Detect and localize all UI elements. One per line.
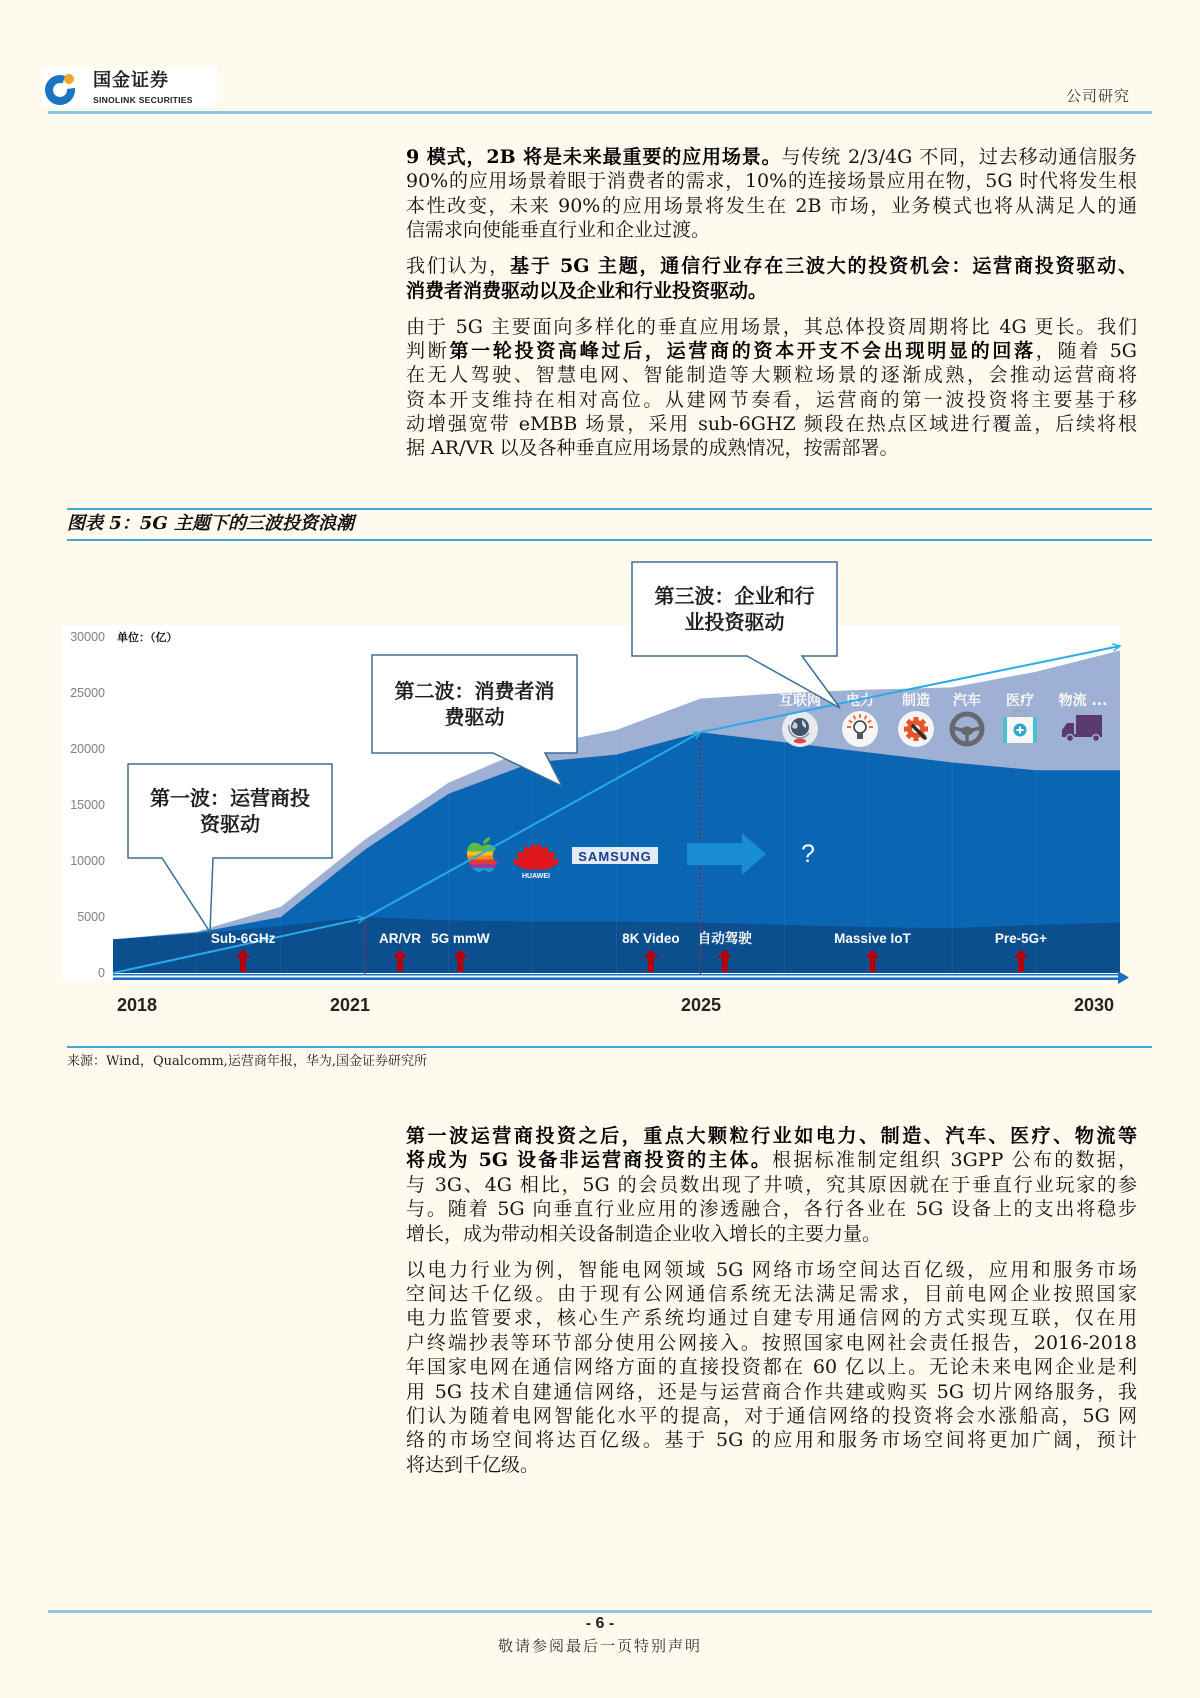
callout-third-wave: 第三波：企业和行业投资驱动 [654, 584, 815, 634]
text: 增长，成为带动相关设备制造企业收入增长的主要力量。 [406, 1222, 882, 1245]
text: 据 AR/VR 以及各种垂直应用场景的成熟情况，按需部署。 [406, 437, 899, 460]
bold-text: 第一波运营商投资之后，重点大颗粒行业如电力、制造、汽车、医疗、物流等 [406, 1125, 1137, 1147]
milestone-label: 5G mmW [431, 931, 490, 946]
text: 信需求向使能垂直行业和企业过渡。 [406, 219, 711, 242]
text-line [406, 412, 1137, 436]
text: 与传统 2/3/4G 不同，过去移动通信服务 [781, 146, 1137, 168]
samsung-wordmark: SAMSUNG [578, 849, 652, 864]
gear-wrench-icon [898, 711, 934, 747]
text: 电力监管要求，核心生产系统均通过自建专用通信网的方式实现互联，仅在用 [406, 1307, 1137, 1330]
y-tick-label: 30000 [70, 630, 105, 644]
industry-label: 汽车 [953, 693, 981, 709]
text-line [406, 436, 1137, 460]
text: 用 5G 技术自建通信网络，还是与运营商合作共建或购买 5G 切片网络服务，我 [406, 1380, 1137, 1403]
text-line [406, 363, 1137, 387]
callout-first-wave: 第一波：运营商投资驱动 [150, 786, 310, 836]
text-line [406, 339, 1137, 363]
unit-label: 单位：（亿） [117, 631, 178, 644]
text: 与。随着 5G 向垂直行业应用的渗透融合，各行各业在 5G 设备上的支出将稳步 [406, 1198, 1137, 1221]
text: 们认为随着电网智能化水平的提高，对于通信网络的投资将会水涨船高，5G 网 [406, 1404, 1137, 1427]
industry-label: 物流 ... [1058, 693, 1108, 709]
text: 空间达千亿级。由于现有公网通信系统无法满足需求，目前电网企业按照国家 [406, 1282, 1137, 1305]
text-line [406, 388, 1137, 412]
milestone-label: 自动驾驶 [697, 931, 752, 946]
y-tick-label: 10000 [70, 854, 105, 868]
text-line [406, 1428, 1137, 1452]
milestone-label: Sub-6GHz [210, 931, 276, 946]
bold-text: 将成为 5G 设备非运营商投资的主体。 [406, 1149, 773, 1172]
milestone-label: Massive IoT [834, 931, 911, 946]
text-line [406, 1306, 1137, 1330]
text: 在无人驾驶、智慧电网、智能制造等大颗粒场景的逐渐成熟，会推动运营商将 [406, 364, 1137, 387]
callout-second-wave: 第二波：消费者消费驱动 [394, 679, 555, 729]
axis-arrow-icon [1118, 971, 1129, 984]
globe-icon [782, 711, 818, 747]
x-tick-label: 2021 [329, 995, 371, 1015]
x-tick-label: 2018 [116, 995, 158, 1015]
industry-label: 互联网 [779, 693, 821, 709]
text-line [406, 1380, 1137, 1404]
text: 判断 [406, 339, 450, 362]
text: 根据标准制定组织 3GPP 公布的数据， [772, 1149, 1137, 1172]
y-tick-label: 5000 [77, 910, 105, 924]
text-line [406, 1124, 1137, 1148]
sinolink-logo-icon [45, 70, 77, 106]
body-text-bottom [406, 1124, 1137, 1489]
text: 90%的应用场景着眼于消费者的需求，10%的连接场景应用在物，5G 时代将发生根 [406, 170, 1137, 193]
footer-disclaimer: 敬请参阅最后一页特别声明 [497, 1637, 702, 1655]
text-line [406, 1173, 1137, 1197]
text-line [406, 1331, 1137, 1355]
x-tick-label: 2030 [1073, 995, 1115, 1015]
text-line [406, 218, 1137, 242]
text: 动增强宽带 eMBB 场景，采用 sub-6GHZ 频段在热点区域进行覆盖，后续将根 [406, 413, 1137, 436]
logo-chinese-name: 国金证券 [93, 70, 169, 91]
text-line [406, 1258, 1137, 1282]
bold-text: 9 模式，2B 将是未来最重要的应用场景。 [406, 146, 782, 168]
samsung-logo [572, 847, 658, 864]
text: 将达到千亿级。 [406, 1453, 540, 1476]
section-label: 公司研究 [1066, 87, 1131, 105]
bold-text: 消费者消费驱动以及企业和行业投资驱动。 [406, 279, 768, 302]
figure-title: 图表 5：5G 主题下的三波投资浪潮 [67, 513, 354, 534]
x-tick-label: 2025 [680, 995, 722, 1015]
text-line [406, 1197, 1137, 1221]
text-line [406, 1148, 1137, 1172]
text-line [406, 315, 1137, 339]
figure-title-top-rule [67, 508, 1152, 510]
text-line [406, 1355, 1137, 1379]
text: 本性改变，未来 90%的应用场景将发生在 2B 市场，业务模式也将从满足人的通 [406, 194, 1137, 217]
text-line [406, 1222, 1137, 1246]
y-tick-label: 15000 [70, 798, 105, 812]
milestone-label: AR/VR [378, 931, 422, 946]
text-line [406, 169, 1137, 193]
x-axis [113, 971, 1129, 1015]
paragraph [406, 254, 1137, 303]
logo-english-name: SINOLINK SECURITIES [93, 95, 193, 105]
figure-source-rule [67, 1046, 1152, 1048]
text: ，随着 5G [1035, 339, 1137, 362]
lightbulb-icon [842, 711, 878, 747]
industry-label: 制造 [902, 693, 930, 709]
figure-title-bottom-rule [67, 539, 1152, 541]
text-line [406, 1404, 1137, 1428]
paragraph [406, 315, 1137, 461]
y-tick-label: 20000 [70, 742, 105, 756]
text: 资本开支维持在相对高位。从建网节奏看，运营商的第一波投资将主要基于移 [406, 388, 1137, 411]
figure-source: 来源：Wind，Qualcomm,运营商年报，华为,国金证券研究所 [67, 1054, 427, 1069]
text: 络的市场空间将达百亿级。基于 5G 的应用和服务市场空间将更加广阔，预计 [406, 1429, 1137, 1452]
paragraph [406, 145, 1137, 243]
huawei-wordmark: HUAWEI [522, 873, 550, 880]
milestone-label: 8K Video [622, 931, 680, 946]
text: 年国家电网在通信网络方面的直接投资都在 60 亿以上。无论未来电网企业是利 [406, 1356, 1137, 1379]
text-line [406, 254, 1137, 278]
paragraph [406, 1258, 1137, 1478]
text-line [406, 279, 1137, 303]
paragraph [406, 1124, 1137, 1246]
text-line [406, 1453, 1137, 1477]
bold-text: 基于 5G 主题，通信行业存在三波大的投资机会：运营商投资驱动、 [510, 255, 1137, 278]
page-number: - 6 - [585, 1615, 615, 1632]
text-line [406, 1282, 1137, 1306]
y-tick-label: 0 [98, 966, 105, 980]
industry-label: 医疗 [1006, 693, 1034, 709]
body-text-top [406, 145, 1137, 472]
text: 与 3G、4G 相比，5G 的会员数出现了井喷，究其原因就在于垂直行业玩家的参 [406, 1173, 1137, 1196]
text-line [406, 194, 1137, 218]
text: 户终端抄表等环节部分使用公网接入。按照国家电网社会责任报告，2016-2018 [406, 1331, 1137, 1354]
y-tick-label: 25000 [70, 686, 105, 700]
company-logo [43, 68, 217, 107]
text: 我们认为， [406, 255, 511, 278]
milestone-label: Pre-5G+ [994, 931, 1048, 946]
footer-divider [48, 1610, 1152, 1613]
bold-text: 第一轮投资高峰过后，运营商的资本开支不会出现明显的回落 [449, 339, 1036, 362]
text: 由于 5G 主要面向多样化的垂直应用场景，其总体投资周期将比 4G 更长。我们 [406, 315, 1137, 338]
text-line [406, 145, 1137, 169]
header-divider [48, 111, 1152, 114]
industry-label: 电力 [846, 693, 874, 709]
text: 以电力行业为例，智能电网领域 5G 网络市场空间达百亿级，应用和服务市场 [406, 1258, 1137, 1281]
question-mark: ? [801, 840, 815, 868]
